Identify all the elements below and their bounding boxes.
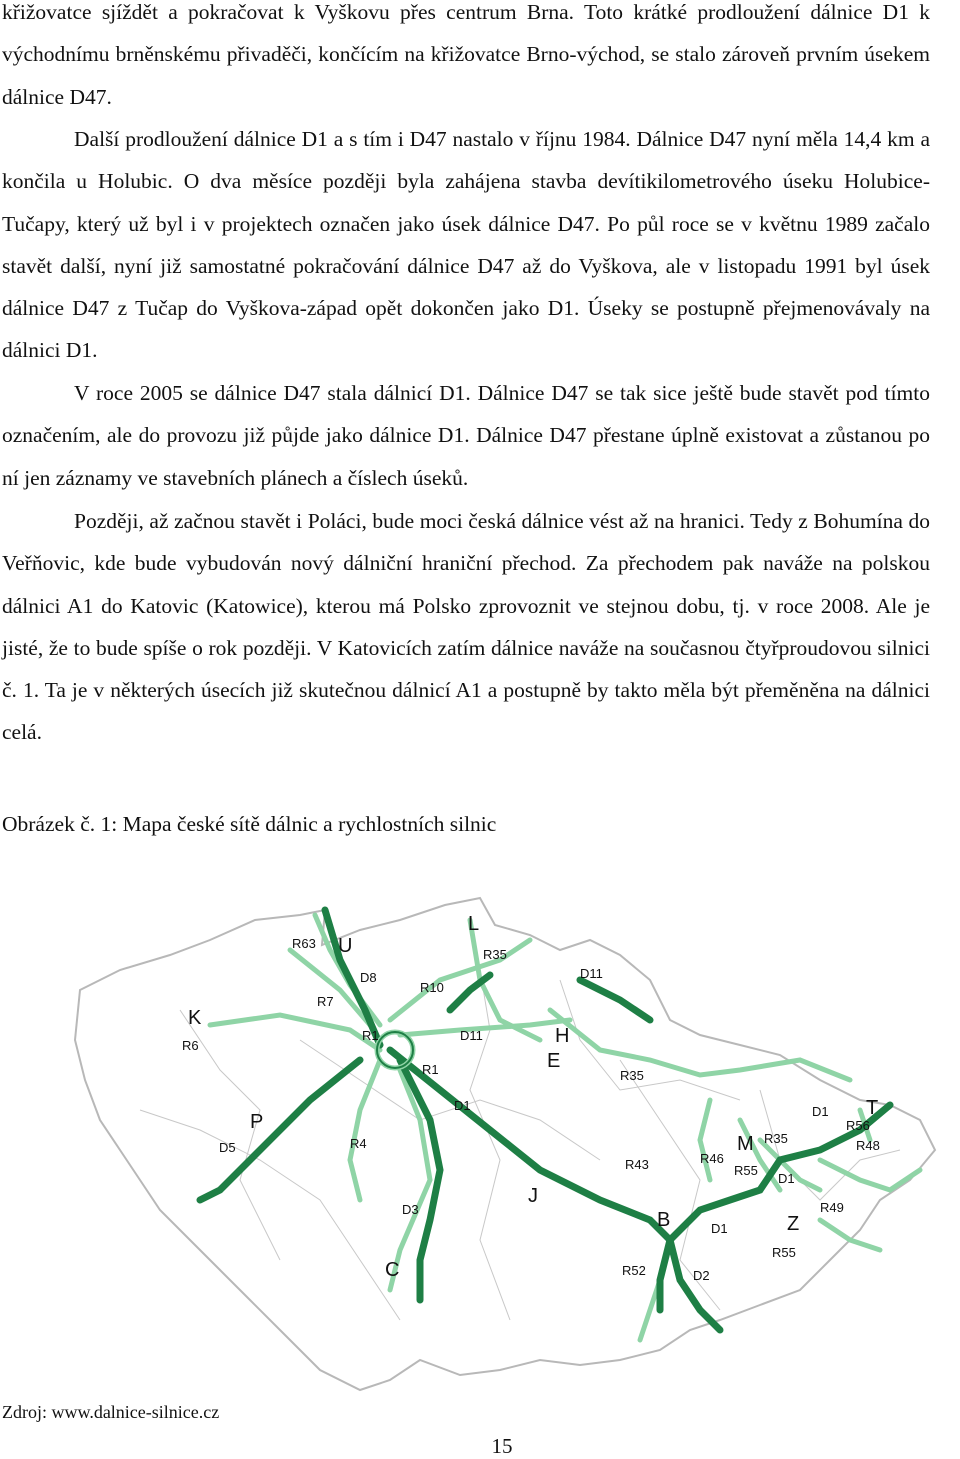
- figure-caption: Obrázek č. 1: Mapa české sítě dálnic a rychlostních silnic: [2, 812, 497, 836]
- map-label: R43: [625, 1157, 649, 1172]
- map-label: E: [547, 1050, 561, 1072]
- map-label: D11: [580, 966, 603, 981]
- map-label: L: [468, 913, 480, 935]
- map-label: K: [188, 1007, 202, 1029]
- map-label: R55: [734, 1163, 758, 1178]
- map-label: D1: [711, 1221, 728, 1236]
- map-svg: [60, 860, 960, 1400]
- map-label: C: [385, 1259, 400, 1281]
- map-label: D5: [219, 1140, 236, 1155]
- map-label: R1: [422, 1062, 439, 1077]
- paragraph-3: V roce 2005 se dálnice D47 stala dálnicí D1. Dálnice D47 se tak sice ještě bude stavět pod tímto označením, ale do provozu již půjde jako dálnice D1. Dálnice D47 přestane úplně existovat a zůstanou po ní jen záznamy ve stavebních plánech a číslech úseků.: [2, 381, 930, 490]
- paragraph-2: Další prodloužení dálnice D1 a s tím i D47 nastalo v říjnu 1984. Dálnice D47 nyní měla 14,4 km a končila u Holubic. O dva měsíce později byla zahájena stavba devítikilometrového úseku Holubice-Tučapy, který už byl i v projektech označen jako úsek dálnice D47. Po půl roce se v květnu 1989 začalo stavět další, nyní již samostatné pokračování dálnice D47 až do Vyškova, ale v listopadu 1991 byl úsek dálnice D47 z Tučap do Vyškova-západ opět dokončen jako D1. Úseky se postupně přejmenovávaly na dálnici D1.: [2, 127, 930, 363]
- map-label: R56: [846, 1118, 870, 1133]
- map-label: R55: [772, 1245, 796, 1260]
- map-label: B: [657, 1209, 671, 1231]
- map-label: D1: [454, 1098, 471, 1113]
- map-label: U: [338, 935, 353, 957]
- map-label: R1: [362, 1028, 379, 1043]
- map-label: D1: [778, 1171, 795, 1186]
- figure-source: Zdroj: www.dalnice-silnice.cz: [2, 1402, 220, 1422]
- map-label: P: [250, 1111, 264, 1133]
- map-label: R4: [350, 1136, 367, 1151]
- map-label: Z: [787, 1213, 800, 1235]
- map-label: R49: [820, 1200, 844, 1215]
- paragraph-1: křižovatce sjíždět a pokračovat k Vyškovu přes centrum Brna. Toto krátké prodloužení dálnice D1 k východnímu brněnskému přivaděči, končícím na křižovatce Brno-východ, se stalo zároveň prvním úsekem dálnice D47.: [2, 0, 930, 109]
- map-label: D11: [460, 1028, 483, 1043]
- map-label: D2: [693, 1268, 710, 1283]
- map-label: H: [555, 1025, 570, 1047]
- map-label: M: [737, 1133, 754, 1155]
- map-label: R6: [182, 1038, 199, 1053]
- map-label: D8: [360, 970, 377, 985]
- map-label: R63: [292, 936, 316, 951]
- page-number: 15: [491, 1434, 513, 1458]
- czech-motorway-map: [60, 860, 960, 1400]
- map-label: R35: [483, 947, 507, 962]
- map-label: R46: [700, 1151, 724, 1166]
- map-label: R52: [622, 1263, 646, 1278]
- map-label: D1: [812, 1104, 829, 1119]
- map-label: D3: [402, 1202, 419, 1217]
- paragraph-4: Později, až začnou stavět i Poláci, bude moci česká dálnice vést až na hranici. Tedy z Bohumína do Veřňovic, kde bude vybudován nový dálniční hraniční přechod. Za přechodem pak naváže na polskou dálnici A1 do Katovic (Katowice), kterou má Polsko zprovoznit ve stejnou dobu, tj. v roce 2008. Ale je jisté, že to bude spíše o rok později. V Katovicích zatím dálnice naváže na současnou čtyřproudovou silnici č. 1. Ta je v některých úsecích již skutečnou dálnicí A1 a postupně by takto měla být přeměněna na dálnici celá.: [2, 509, 930, 745]
- map-label: J: [528, 1185, 538, 1207]
- map-label: R10: [420, 980, 444, 995]
- map-label: T: [866, 1097, 879, 1119]
- map-label: R48: [856, 1138, 880, 1153]
- map-label: R7: [317, 994, 334, 1009]
- map-label: R35: [764, 1131, 788, 1146]
- map-label: R35: [620, 1068, 644, 1083]
